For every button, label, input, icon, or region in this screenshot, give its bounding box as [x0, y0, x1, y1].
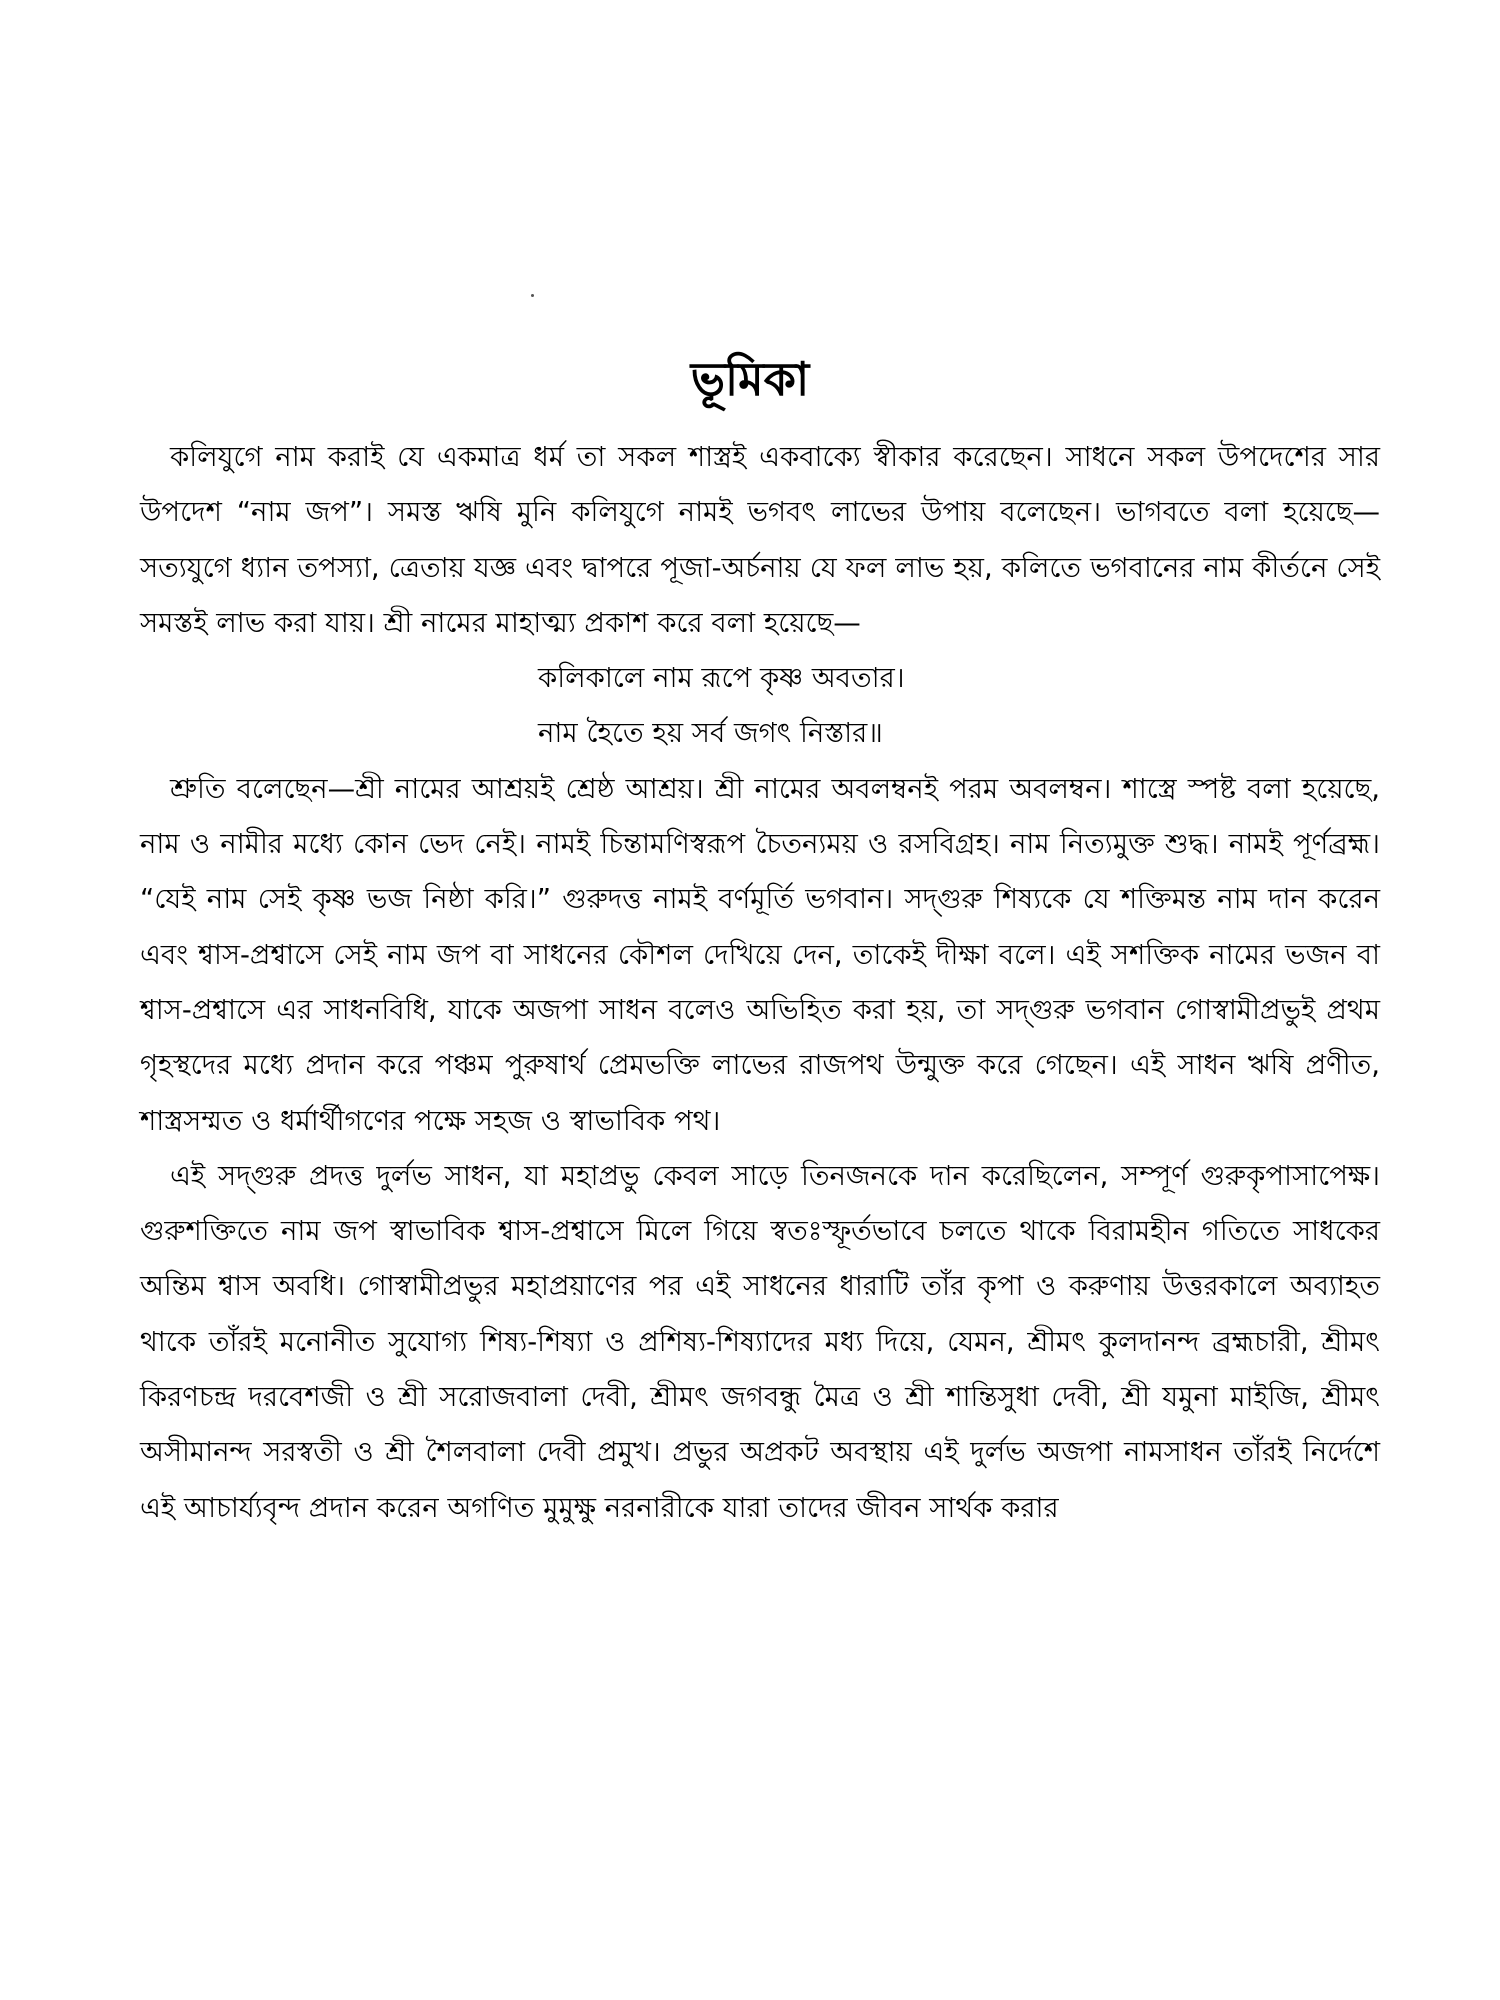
- scan-speck: [531, 294, 534, 297]
- body-text: [140, 430, 1380, 1536]
- paragraph: এই সদ্‌গুরু প্রদত্ত দুর্লভ সাধন, যা মহাপ্রভু কেবল সাড়ে তিনজনকে দান করেছিলেন, সম্পূর্ণ গুরুকৃপাসাপেক্ষ। গুরুশক্তিতে নাম জপ স্বাভাবিক শ্বাস-প্রশ্বাসে মিলে গিয়ে স্বতঃস্ফূর্তভাবে চলতে থাকে বিরামহীন গতিতে সাধকের অন্তিম শ্বাস অবধি। গোস্বামীপ্রভুর মহাপ্রয়াণের পর এই সাধনের ধারাটি তাঁর কৃপা ও করুণায় উত্তরকালে অব্যাহত থাকে তাঁরই মনোনীত সুযোগ্য শিষ্য-শিষ্যা ও প্রশিষ্য-শিষ্যাদের মধ্য দিয়ে, যেমন, শ্রীমৎ কুলদানন্দ ব্রহ্মচারী, শ্রীমৎ কিরণচন্দ্র দরবেশজী ও শ্রী সরোজবালা দেবী, শ্রীমৎ জগবন্ধু মৈত্র ও শ্রী শান্তিসুধা দেবী, শ্রী যমুনা মাইজি, শ্রীমৎ অসীমানন্দ সরস্বতী ও শ্রী শৈলবালা দেবী প্রমুখ। প্রভুর অপ্রকট অবস্থায় এই দুর্লভ অজপা নামসাধন তাঁরই নির্দেশে এই আচার্য্যবৃন্দ প্রদান করেন অগণিত মুমুক্ষু নরনারীকে যারা তাদের জীবন সার্থক করার: [140, 1159, 1380, 1524]
- paragraph: শ্রুতি বলেছেন—শ্রী নামের আশ্রয়ই শ্রেষ্ঠ আশ্রয়। শ্রী নামের অবলম্বনই পরম অবলম্বন। শাস্ত্রে স্পষ্ট বলা হয়েছে, নাম ও নামীর মধ্যে কোন ভেদ নেই। নামই চিন্তামণিস্বরূপ চৈতন্যময় ও রসবিগ্রহ। নাম নিত্যমুক্ত শুদ্ধ। নামই পূর্ণব্রহ্ম। “যেই নাম সেই কৃষ্ণ ভজ নিষ্ঠা করি।” গুরুদত্ত নামই বর্ণমূর্তি ভগবান। সদ্‌গুরু শিষ্যকে যে শক্তিমন্ত নাম দান করেন এবং শ্বাস-প্রশ্বাসে সেই নাম জপ বা সাধনের কৌশল দেখিয়ে দেন, তাকেই দীক্ষা বলে। এই সশক্তিক নামের ভজন বা শ্বাস-প্রশ্বাসে এর সাধনবিধি, যাকে অজপা সাধন বলেও অভিহিত করা হয়, তা সদ্‌গুরু ভগবান গোস্বামীপ্রভুই প্রথম গৃহস্থদের মধ্যে প্রদান করে পঞ্চম পুরুষার্থ প্রেমভক্তি লাভের রাজপথ উন্মুক্ত করে গেছেন। এই সাধন ঋষি প্রণীত, শাস্ত্রসম্মত ও ধর্মার্থীগণের পক্ষে সহজ ও স্বাভাবিক পথ।: [140, 772, 1380, 1137]
- verse-line: নাম হৈতে হয় সর্ব জগৎ নিস্তার॥: [538, 717, 883, 750]
- page-title: ভূমিকা: [690, 351, 810, 406]
- verse-line: কলিকালে নাম রূপে কৃষ্ণ অবতার।: [538, 662, 905, 695]
- paragraph: কলিযুগে নাম করাই যে একমাত্র ধর্ম তা সকল শাস্ত্রই একবাক্যে স্বীকার করেছেন। সাধনে সকল উপদেশের সার উপদেশ “নাম জপ”। সমস্ত ঋষি মুনি কলিযুগে নামই ভগবৎ লাভের উপায় বলেছেন। ভাগবতে বলা হয়েছে—সত্যযুগে ধ্যান তপস্যা, ত্রেতায় যজ্ঞ এবং দ্বাপরে পূজা-অর্চনায় যে ফল লাভ হয়, কলিতে ভগবানের নাম কীর্তনে সেই সমস্তই লাভ করা যায়। শ্রী নামের মাহাত্ম্য প্রকাশ করে বলা হয়েছে—: [140, 441, 1380, 639]
